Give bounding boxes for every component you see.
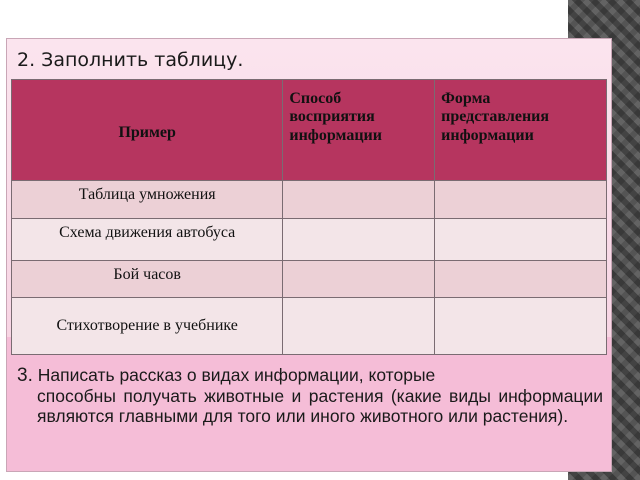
cell-representation-form[interactable]: [435, 181, 607, 219]
task-3-rest: способны получать животные и растения (какие виды информации являются главными для того или иного животного или растения).: [37, 386, 603, 426]
cell-example: Таблица умножения: [12, 181, 283, 219]
cell-perception-method[interactable]: [283, 298, 435, 355]
cell-representation-form[interactable]: [435, 261, 607, 298]
header-representation-form: Форма представления информации: [435, 80, 607, 181]
cell-perception-method[interactable]: [283, 261, 435, 298]
slide: [6, 38, 612, 472]
task-2-title: 2. Заполнить таблицу.: [17, 49, 244, 71]
cell-representation-form[interactable]: [435, 219, 607, 261]
cell-example: Бой часов: [12, 261, 283, 298]
task-3-text: [17, 365, 603, 426]
table-row: [12, 261, 607, 298]
header-perception-method: Способ восприятия информации: [283, 80, 435, 181]
table-row: [12, 298, 607, 355]
task-3-first-line: Написать рассказ о видах информации, которые: [37, 365, 436, 385]
table-row: [12, 219, 607, 261]
header-example: Пример: [12, 80, 283, 181]
cell-perception-method[interactable]: [283, 181, 435, 219]
table-row: [12, 181, 607, 219]
top-margin: [0, 0, 568, 38]
cell-example: Схема движения автобуса: [12, 219, 283, 261]
table-header-row: [12, 80, 607, 181]
info-table: [11, 79, 607, 355]
task-3-number: 3.: [17, 365, 33, 386]
cell-perception-method[interactable]: [283, 219, 435, 261]
cell-representation-form[interactable]: [435, 298, 607, 355]
cell-example: Стихотворение в учебнике: [12, 298, 283, 355]
